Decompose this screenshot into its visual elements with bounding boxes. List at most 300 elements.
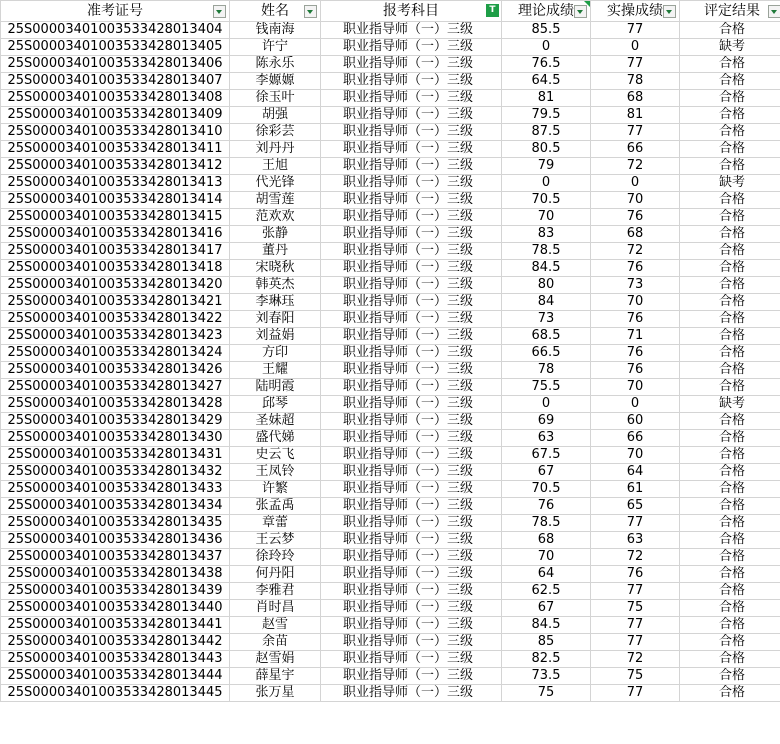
name-cell[interactable]: 邱琴 [230, 396, 321, 413]
practice-score-cell[interactable]: 77 [591, 634, 680, 651]
result-cell[interactable]: 合格 [680, 464, 780, 481]
name-cell[interactable]: 圣妹超 [230, 413, 321, 430]
result-cell[interactable]: 合格 [680, 617, 780, 634]
subject-cell[interactable]: 职业指导师（一）三级 [321, 447, 502, 464]
name-cell[interactable]: 方印 [230, 345, 321, 362]
table-row [1, 600, 780, 617]
theory-score-cell[interactable]: 70 [502, 549, 591, 566]
subject-cell[interactable]: 职业指导师（一）三级 [321, 226, 502, 243]
table-row [1, 566, 780, 583]
subject-cell[interactable]: 职业指导师（一）三级 [321, 532, 502, 549]
subject-cell[interactable]: 职业指导师（一）三级 [321, 158, 502, 175]
theory-score-cell[interactable]: 68.5 [502, 328, 591, 345]
name-cell[interactable]: 李琳珏 [230, 294, 321, 311]
theory-score-cell[interactable]: 79.5 [502, 107, 591, 124]
subject-cell[interactable]: 职业指导师（一）三级 [321, 192, 502, 209]
result-cell[interactable]: 合格 [680, 226, 780, 243]
exam-id-cell[interactable]: 25S00003401003533428013416 [1, 226, 230, 243]
subject-cell[interactable]: 职业指导师（一）三级 [321, 209, 502, 226]
exam-id-cell[interactable]: 25S00003401003533428013411 [1, 141, 230, 158]
theory-score-cell[interactable]: 70.5 [502, 192, 591, 209]
exam-id-cell[interactable]: 25S00003401003533428013435 [1, 515, 230, 532]
exam-id-cell[interactable]: 25S00003401003533428013436 [1, 532, 230, 549]
column-header-subject[interactable] [321, 1, 502, 22]
exam-id-cell[interactable]: 25S00003401003533428013423 [1, 328, 230, 345]
header-row [1, 1, 780, 22]
theory-score-cell[interactable]: 75.5 [502, 379, 591, 396]
practice-score-cell[interactable]: 77 [591, 22, 680, 39]
exam-id-cell[interactable]: 25S00003401003533428013406 [1, 56, 230, 73]
subject-cell[interactable]: 职业指导师（一）三级 [321, 277, 502, 294]
theory-score-cell[interactable]: 66.5 [502, 345, 591, 362]
theory-score-cell[interactable]: 73.5 [502, 668, 591, 685]
subject-cell[interactable]: 职业指导师（一）三级 [321, 413, 502, 430]
theory-score-cell[interactable]: 78 [502, 362, 591, 379]
table-row [1, 379, 780, 396]
exam-id-cell[interactable]: 25S00003401003533428013438 [1, 566, 230, 583]
table-row [1, 685, 780, 702]
result-cell[interactable]: 合格 [680, 243, 780, 260]
theory-score-cell[interactable]: 70 [502, 209, 591, 226]
name-cell[interactable]: 徐玉叶 [230, 90, 321, 107]
result-cell[interactable]: 合格 [680, 209, 780, 226]
subject-cell[interactable]: 职业指导师（一）三级 [321, 379, 502, 396]
table-row [1, 311, 780, 328]
theory-score-cell[interactable]: 84.5 [502, 260, 591, 277]
theory-score-cell[interactable]: 78.5 [502, 515, 591, 532]
table-row [1, 328, 780, 345]
name-cell[interactable]: 肖时昌 [230, 600, 321, 617]
subject-cell[interactable]: 职业指导师（一）三级 [321, 668, 502, 685]
result-cell[interactable]: 合格 [680, 651, 780, 668]
exam-id-cell[interactable]: 25S00003401003533428013405 [1, 39, 230, 56]
subject-cell[interactable]: 职业指导师（一）三级 [321, 260, 502, 277]
theory-score-cell[interactable]: 87.5 [502, 124, 591, 141]
theory-score-cell[interactable]: 81 [502, 90, 591, 107]
subject-cell[interactable]: 职业指导师（一）三级 [321, 481, 502, 498]
exam-id-cell[interactable]: 25S00003401003533428013427 [1, 379, 230, 396]
subject-cell[interactable]: 职业指导师（一）三级 [321, 328, 502, 345]
column-header-label: 评定结果 [704, 3, 760, 19]
name-cell[interactable]: 胡强 [230, 107, 321, 124]
practice-score-cell[interactable]: 63 [591, 532, 680, 549]
result-cell[interactable]: 合格 [680, 600, 780, 617]
exam-id-cell[interactable]: 25S00003401003533428013420 [1, 277, 230, 294]
exam-id-cell[interactable]: 25S00003401003533428013445 [1, 685, 230, 702]
name-cell[interactable]: 许宁 [230, 39, 321, 56]
exam-id-cell[interactable]: 25S00003401003533428013418 [1, 260, 230, 277]
name-cell[interactable]: 王耀 [230, 362, 321, 379]
theory-score-cell[interactable]: 73 [502, 311, 591, 328]
result-cell[interactable]: 合格 [680, 158, 780, 175]
name-cell[interactable]: 董丹 [230, 243, 321, 260]
table-row [1, 294, 780, 311]
filter-dropdown-icon[interactable] [213, 5, 226, 18]
table-row [1, 481, 780, 498]
result-cell[interactable]: 合格 [680, 413, 780, 430]
result-cell[interactable]: 合格 [680, 294, 780, 311]
table-row [1, 464, 780, 481]
theory-score-cell[interactable]: 0 [502, 396, 591, 413]
exam-id-cell[interactable]: 25S00003401003533428013430 [1, 430, 230, 447]
name-cell[interactable]: 薛星宇 [230, 668, 321, 685]
result-cell[interactable]: 合格 [680, 107, 780, 124]
name-cell[interactable]: 宋晓秋 [230, 260, 321, 277]
table-row [1, 362, 780, 379]
table-row [1, 583, 780, 600]
exam-id-cell[interactable]: 25S00003401003533428013424 [1, 345, 230, 362]
practice-score-cell[interactable]: 68 [591, 90, 680, 107]
result-cell[interactable]: 合格 [680, 277, 780, 294]
subject-cell[interactable]: 职业指导师（一）三级 [321, 464, 502, 481]
table-body [1, 22, 780, 702]
result-cell[interactable]: 合格 [680, 362, 780, 379]
filter-dropdown-icon[interactable] [663, 5, 676, 18]
exam-id-cell[interactable]: 25S00003401003533428013439 [1, 583, 230, 600]
practice-score-cell[interactable]: 65 [591, 498, 680, 515]
exam-id-cell[interactable]: 25S00003401003533428013440 [1, 600, 230, 617]
name-cell[interactable]: 刘丹丹 [230, 141, 321, 158]
subject-cell[interactable]: 职业指导师（一）三级 [321, 90, 502, 107]
table-row [1, 158, 780, 175]
table-row [1, 22, 780, 39]
table-row [1, 192, 780, 209]
subject-cell[interactable]: 职业指导师（一）三级 [321, 634, 502, 651]
practice-score-cell[interactable]: 77 [591, 56, 680, 73]
exam-id-cell[interactable]: 25S00003401003533428013443 [1, 651, 230, 668]
theory-score-cell[interactable]: 64.5 [502, 73, 591, 90]
result-cell[interactable]: 缺考 [680, 175, 780, 192]
subject-cell[interactable]: 职业指导师（一）三级 [321, 39, 502, 56]
name-cell[interactable]: 陆明霞 [230, 379, 321, 396]
exam-id-cell[interactable]: 25S00003401003533428013441 [1, 617, 230, 634]
result-cell[interactable]: 合格 [680, 566, 780, 583]
subject-cell[interactable]: 职业指导师（一）三级 [321, 430, 502, 447]
column-header-practice-score[interactable] [591, 1, 680, 22]
table-row [1, 430, 780, 447]
practice-score-cell[interactable]: 76 [591, 260, 680, 277]
subject-cell[interactable]: 职业指导师（一）三级 [321, 56, 502, 73]
result-cell[interactable]: 合格 [680, 481, 780, 498]
theory-score-cell[interactable]: 84.5 [502, 617, 591, 634]
subject-cell[interactable]: 职业指导师（一）三级 [321, 141, 502, 158]
subject-cell[interactable]: 职业指导师（一）三级 [321, 345, 502, 362]
name-cell[interactable]: 韩英杰 [230, 277, 321, 294]
exam-id-cell[interactable]: 25S00003401003533428013431 [1, 447, 230, 464]
subject-cell[interactable]: 职业指导师（一）三级 [321, 396, 502, 413]
name-cell[interactable]: 李嫄嫄 [230, 73, 321, 90]
result-cell[interactable]: 合格 [680, 634, 780, 651]
theory-score-cell[interactable]: 69 [502, 413, 591, 430]
result-cell[interactable]: 合格 [680, 56, 780, 73]
exam-id-cell[interactable]: 25S00003401003533428013432 [1, 464, 230, 481]
practice-score-cell[interactable]: 70 [591, 294, 680, 311]
name-cell[interactable]: 王云梦 [230, 532, 321, 549]
subject-cell[interactable]: 职业指导师（一）三级 [321, 294, 502, 311]
table-row [1, 651, 780, 668]
practice-score-cell[interactable]: 70 [591, 447, 680, 464]
table-row [1, 277, 780, 294]
name-cell[interactable]: 范欢欢 [230, 209, 321, 226]
theory-score-cell[interactable]: 76 [502, 498, 591, 515]
subject-cell[interactable]: 职业指导师（一）三级 [321, 685, 502, 702]
table-row [1, 345, 780, 362]
theory-score-cell[interactable]: 63 [502, 430, 591, 447]
practice-score-cell[interactable]: 72 [591, 651, 680, 668]
subject-cell[interactable]: 职业指导师（一）三级 [321, 498, 502, 515]
filter-dropdown-icon[interactable] [304, 5, 317, 18]
name-cell[interactable]: 张万星 [230, 685, 321, 702]
theory-score-cell[interactable]: 0 [502, 175, 591, 192]
exam-id-cell[interactable]: 25S00003401003533428013444 [1, 668, 230, 685]
name-cell[interactable]: 史云飞 [230, 447, 321, 464]
practice-score-cell[interactable]: 61 [591, 481, 680, 498]
table-row [1, 498, 780, 515]
subject-cell[interactable]: 职业指导师（一）三级 [321, 583, 502, 600]
exam-id-cell[interactable]: 25S00003401003533428013437 [1, 549, 230, 566]
exam-id-cell[interactable]: 25S00003401003533428013415 [1, 209, 230, 226]
table-row [1, 549, 780, 566]
name-cell[interactable]: 王凤铃 [230, 464, 321, 481]
result-cell[interactable]: 合格 [680, 532, 780, 549]
practice-score-cell[interactable]: 72 [591, 243, 680, 260]
practice-score-cell[interactable]: 81 [591, 107, 680, 124]
theory-score-cell[interactable]: 0 [502, 39, 591, 56]
table-row [1, 243, 780, 260]
subject-cell[interactable]: 职业指导师（一）三级 [321, 362, 502, 379]
result-cell[interactable]: 合格 [680, 124, 780, 141]
result-cell[interactable]: 合格 [680, 73, 780, 90]
table-row [1, 90, 780, 107]
theory-score-cell[interactable]: 83 [502, 226, 591, 243]
table-row [1, 260, 780, 277]
result-cell[interactable]: 合格 [680, 515, 780, 532]
practice-score-cell[interactable]: 76 [591, 311, 680, 328]
name-cell[interactable]: 张静 [230, 226, 321, 243]
subject-cell[interactable]: 职业指导师（一）三级 [321, 107, 502, 124]
practice-score-cell[interactable]: 77 [591, 617, 680, 634]
result-cell[interactable]: 合格 [680, 379, 780, 396]
practice-score-cell[interactable]: 0 [591, 39, 680, 56]
column-header-theory-score[interactable] [502, 1, 591, 22]
name-cell[interactable]: 何丹阳 [230, 566, 321, 583]
subject-cell[interactable]: 职业指导师（一）三级 [321, 175, 502, 192]
subject-cell[interactable]: 职业指导师（一）三级 [321, 243, 502, 260]
subject-cell[interactable]: 职业指导师（一）三级 [321, 124, 502, 141]
theory-score-cell[interactable]: 79 [502, 158, 591, 175]
practice-score-cell[interactable]: 0 [591, 175, 680, 192]
active-filter-icon[interactable]: T [486, 4, 499, 17]
result-cell[interactable]: 合格 [680, 311, 780, 328]
theory-score-cell[interactable]: 78.5 [502, 243, 591, 260]
table-row [1, 515, 780, 532]
exam-id-cell[interactable]: 25S00003401003533428013417 [1, 243, 230, 260]
name-cell[interactable]: 钱南海 [230, 22, 321, 39]
exam-id-cell[interactable]: 25S00003401003533428013429 [1, 413, 230, 430]
practice-score-cell[interactable]: 75 [591, 668, 680, 685]
name-cell[interactable]: 余苗 [230, 634, 321, 651]
column-header-label: 姓名 [261, 3, 289, 19]
column-header-name[interactable] [230, 1, 321, 22]
exam-id-cell[interactable]: 25S00003401003533428013426 [1, 362, 230, 379]
theory-score-cell[interactable]: 67.5 [502, 447, 591, 464]
theory-score-cell[interactable]: 68 [502, 532, 591, 549]
practice-score-cell[interactable]: 70 [591, 192, 680, 209]
result-cell[interactable]: 合格 [680, 345, 780, 362]
theory-score-cell[interactable]: 67 [502, 464, 591, 481]
table-row [1, 226, 780, 243]
exam-id-cell[interactable]: 25S00003401003533428013407 [1, 73, 230, 90]
table-row [1, 73, 780, 90]
result-cell[interactable]: 合格 [680, 583, 780, 600]
exam-id-cell[interactable]: 25S00003401003533428013428 [1, 396, 230, 413]
column-header-exam-id[interactable] [1, 1, 230, 22]
name-cell[interactable]: 刘益娟 [230, 328, 321, 345]
subject-cell[interactable]: 职业指导师（一）三级 [321, 549, 502, 566]
exam-id-cell[interactable]: 25S00003401003533428013433 [1, 481, 230, 498]
practice-score-cell[interactable]: 70 [591, 379, 680, 396]
result-cell[interactable]: 合格 [680, 260, 780, 277]
table-row [1, 634, 780, 651]
column-header-label: 实操成绩 [607, 3, 663, 19]
result-cell[interactable]: 合格 [680, 90, 780, 107]
subject-cell[interactable]: 职业指导师（一）三级 [321, 73, 502, 90]
practice-score-cell[interactable]: 71 [591, 328, 680, 345]
table-row [1, 124, 780, 141]
practice-score-cell[interactable]: 78 [591, 73, 680, 90]
result-cell[interactable]: 合格 [680, 498, 780, 515]
name-cell[interactable]: 刘春阳 [230, 311, 321, 328]
name-cell[interactable]: 胡雪莲 [230, 192, 321, 209]
practice-score-cell[interactable]: 60 [591, 413, 680, 430]
practice-score-cell[interactable]: 75 [591, 600, 680, 617]
theory-score-cell[interactable]: 64 [502, 566, 591, 583]
exam-id-cell[interactable]: 25S00003401003533428013409 [1, 107, 230, 124]
name-cell[interactable]: 徐彩芸 [230, 124, 321, 141]
exam-id-cell[interactable]: 25S00003401003533428013442 [1, 634, 230, 651]
column-header-label: 报考科目 [383, 3, 439, 19]
subject-cell[interactable]: 职业指导师（一）三级 [321, 600, 502, 617]
table-row [1, 532, 780, 549]
column-header-label: 准考证号 [87, 3, 143, 19]
result-cell[interactable]: 合格 [680, 141, 780, 158]
practice-score-cell[interactable]: 77 [591, 124, 680, 141]
theory-score-cell[interactable]: 82.5 [502, 651, 591, 668]
name-cell[interactable]: 盛代娣 [230, 430, 321, 447]
result-cell[interactable]: 缺考 [680, 396, 780, 413]
subject-cell[interactable]: 职业指导师（一）三级 [321, 566, 502, 583]
exam-id-cell[interactable]: 25S00003401003533428013414 [1, 192, 230, 209]
result-cell[interactable]: 合格 [680, 192, 780, 209]
theory-score-cell[interactable]: 80 [502, 277, 591, 294]
table-row [1, 39, 780, 56]
theory-score-cell[interactable]: 75 [502, 685, 591, 702]
practice-score-cell[interactable]: 0 [591, 396, 680, 413]
result-cell[interactable]: 合格 [680, 668, 780, 685]
name-cell[interactable]: 张孟禹 [230, 498, 321, 515]
practice-score-cell[interactable]: 72 [591, 549, 680, 566]
name-cell[interactable]: 代光锋 [230, 175, 321, 192]
result-cell[interactable]: 缺考 [680, 39, 780, 56]
practice-score-cell[interactable]: 64 [591, 464, 680, 481]
table-row [1, 56, 780, 73]
table-row [1, 141, 780, 158]
practice-score-cell[interactable]: 72 [591, 158, 680, 175]
theory-score-cell[interactable]: 70.5 [502, 481, 591, 498]
practice-score-cell[interactable]: 66 [591, 141, 680, 158]
table-row [1, 447, 780, 464]
name-cell[interactable]: 赵雪娟 [230, 651, 321, 668]
theory-score-cell[interactable]: 85 [502, 634, 591, 651]
exam-id-cell[interactable]: 25S00003401003533428013434 [1, 498, 230, 515]
table-row [1, 396, 780, 413]
filter-dropdown-icon[interactable] [574, 5, 587, 18]
column-header-label: 理论成绩 [518, 3, 574, 19]
table-row [1, 413, 780, 430]
table-row [1, 175, 780, 192]
practice-score-cell[interactable]: 76 [591, 345, 680, 362]
practice-score-cell[interactable]: 76 [591, 566, 680, 583]
result-cell[interactable]: 合格 [680, 447, 780, 464]
practice-score-cell[interactable]: 77 [591, 583, 680, 600]
theory-score-cell[interactable]: 80.5 [502, 141, 591, 158]
practice-score-cell[interactable]: 66 [591, 430, 680, 447]
theory-score-cell[interactable]: 62.5 [502, 583, 591, 600]
practice-score-cell[interactable]: 73 [591, 277, 680, 294]
theory-score-cell[interactable]: 85.5 [502, 22, 591, 39]
table-row [1, 668, 780, 685]
table-row [1, 617, 780, 634]
subject-cell[interactable]: 职业指导师（一）三级 [321, 22, 502, 39]
exam-id-cell[interactable]: 25S00003401003533428013422 [1, 311, 230, 328]
subject-cell[interactable]: 职业指导师（一）三级 [321, 651, 502, 668]
exam-id-cell[interactable]: 25S00003401003533428013408 [1, 90, 230, 107]
result-cell[interactable]: 合格 [680, 430, 780, 447]
theory-score-cell[interactable]: 76.5 [502, 56, 591, 73]
result-cell[interactable]: 合格 [680, 685, 780, 702]
name-cell[interactable]: 王旭 [230, 158, 321, 175]
theory-score-cell[interactable]: 67 [502, 600, 591, 617]
name-cell[interactable]: 许繁 [230, 481, 321, 498]
exam-id-cell[interactable]: 25S00003401003533428013412 [1, 158, 230, 175]
name-cell[interactable]: 章蕾 [230, 515, 321, 532]
practice-score-cell[interactable]: 77 [591, 515, 680, 532]
name-cell[interactable]: 徐玲玲 [230, 549, 321, 566]
practice-score-cell[interactable]: 68 [591, 226, 680, 243]
name-cell[interactable]: 李雅君 [230, 583, 321, 600]
exam-id-cell[interactable]: 25S00003401003533428013404 [1, 22, 230, 39]
result-cell[interactable]: 合格 [680, 328, 780, 345]
table-row [1, 107, 780, 124]
table-row [1, 209, 780, 226]
subject-cell[interactable]: 职业指导师（一）三级 [321, 617, 502, 634]
name-cell[interactable]: 赵雪 [230, 617, 321, 634]
exam-id-cell[interactable]: 25S00003401003533428013413 [1, 175, 230, 192]
filter-dropdown-icon[interactable] [768, 5, 780, 18]
result-cell[interactable]: 合格 [680, 22, 780, 39]
practice-score-cell[interactable]: 77 [591, 685, 680, 702]
subject-cell[interactable]: 职业指导师（一）三级 [321, 515, 502, 532]
practice-score-cell[interactable]: 76 [591, 209, 680, 226]
exam-id-cell[interactable]: 25S00003401003533428013410 [1, 124, 230, 141]
name-cell[interactable]: 陈永乐 [230, 56, 321, 73]
subject-cell[interactable]: 职业指导师（一）三级 [321, 311, 502, 328]
practice-score-cell[interactable]: 76 [591, 362, 680, 379]
exam-id-cell[interactable]: 25S00003401003533428013421 [1, 294, 230, 311]
result-cell[interactable]: 合格 [680, 549, 780, 566]
theory-score-cell[interactable]: 84 [502, 294, 591, 311]
column-header-result[interactable] [680, 1, 780, 22]
